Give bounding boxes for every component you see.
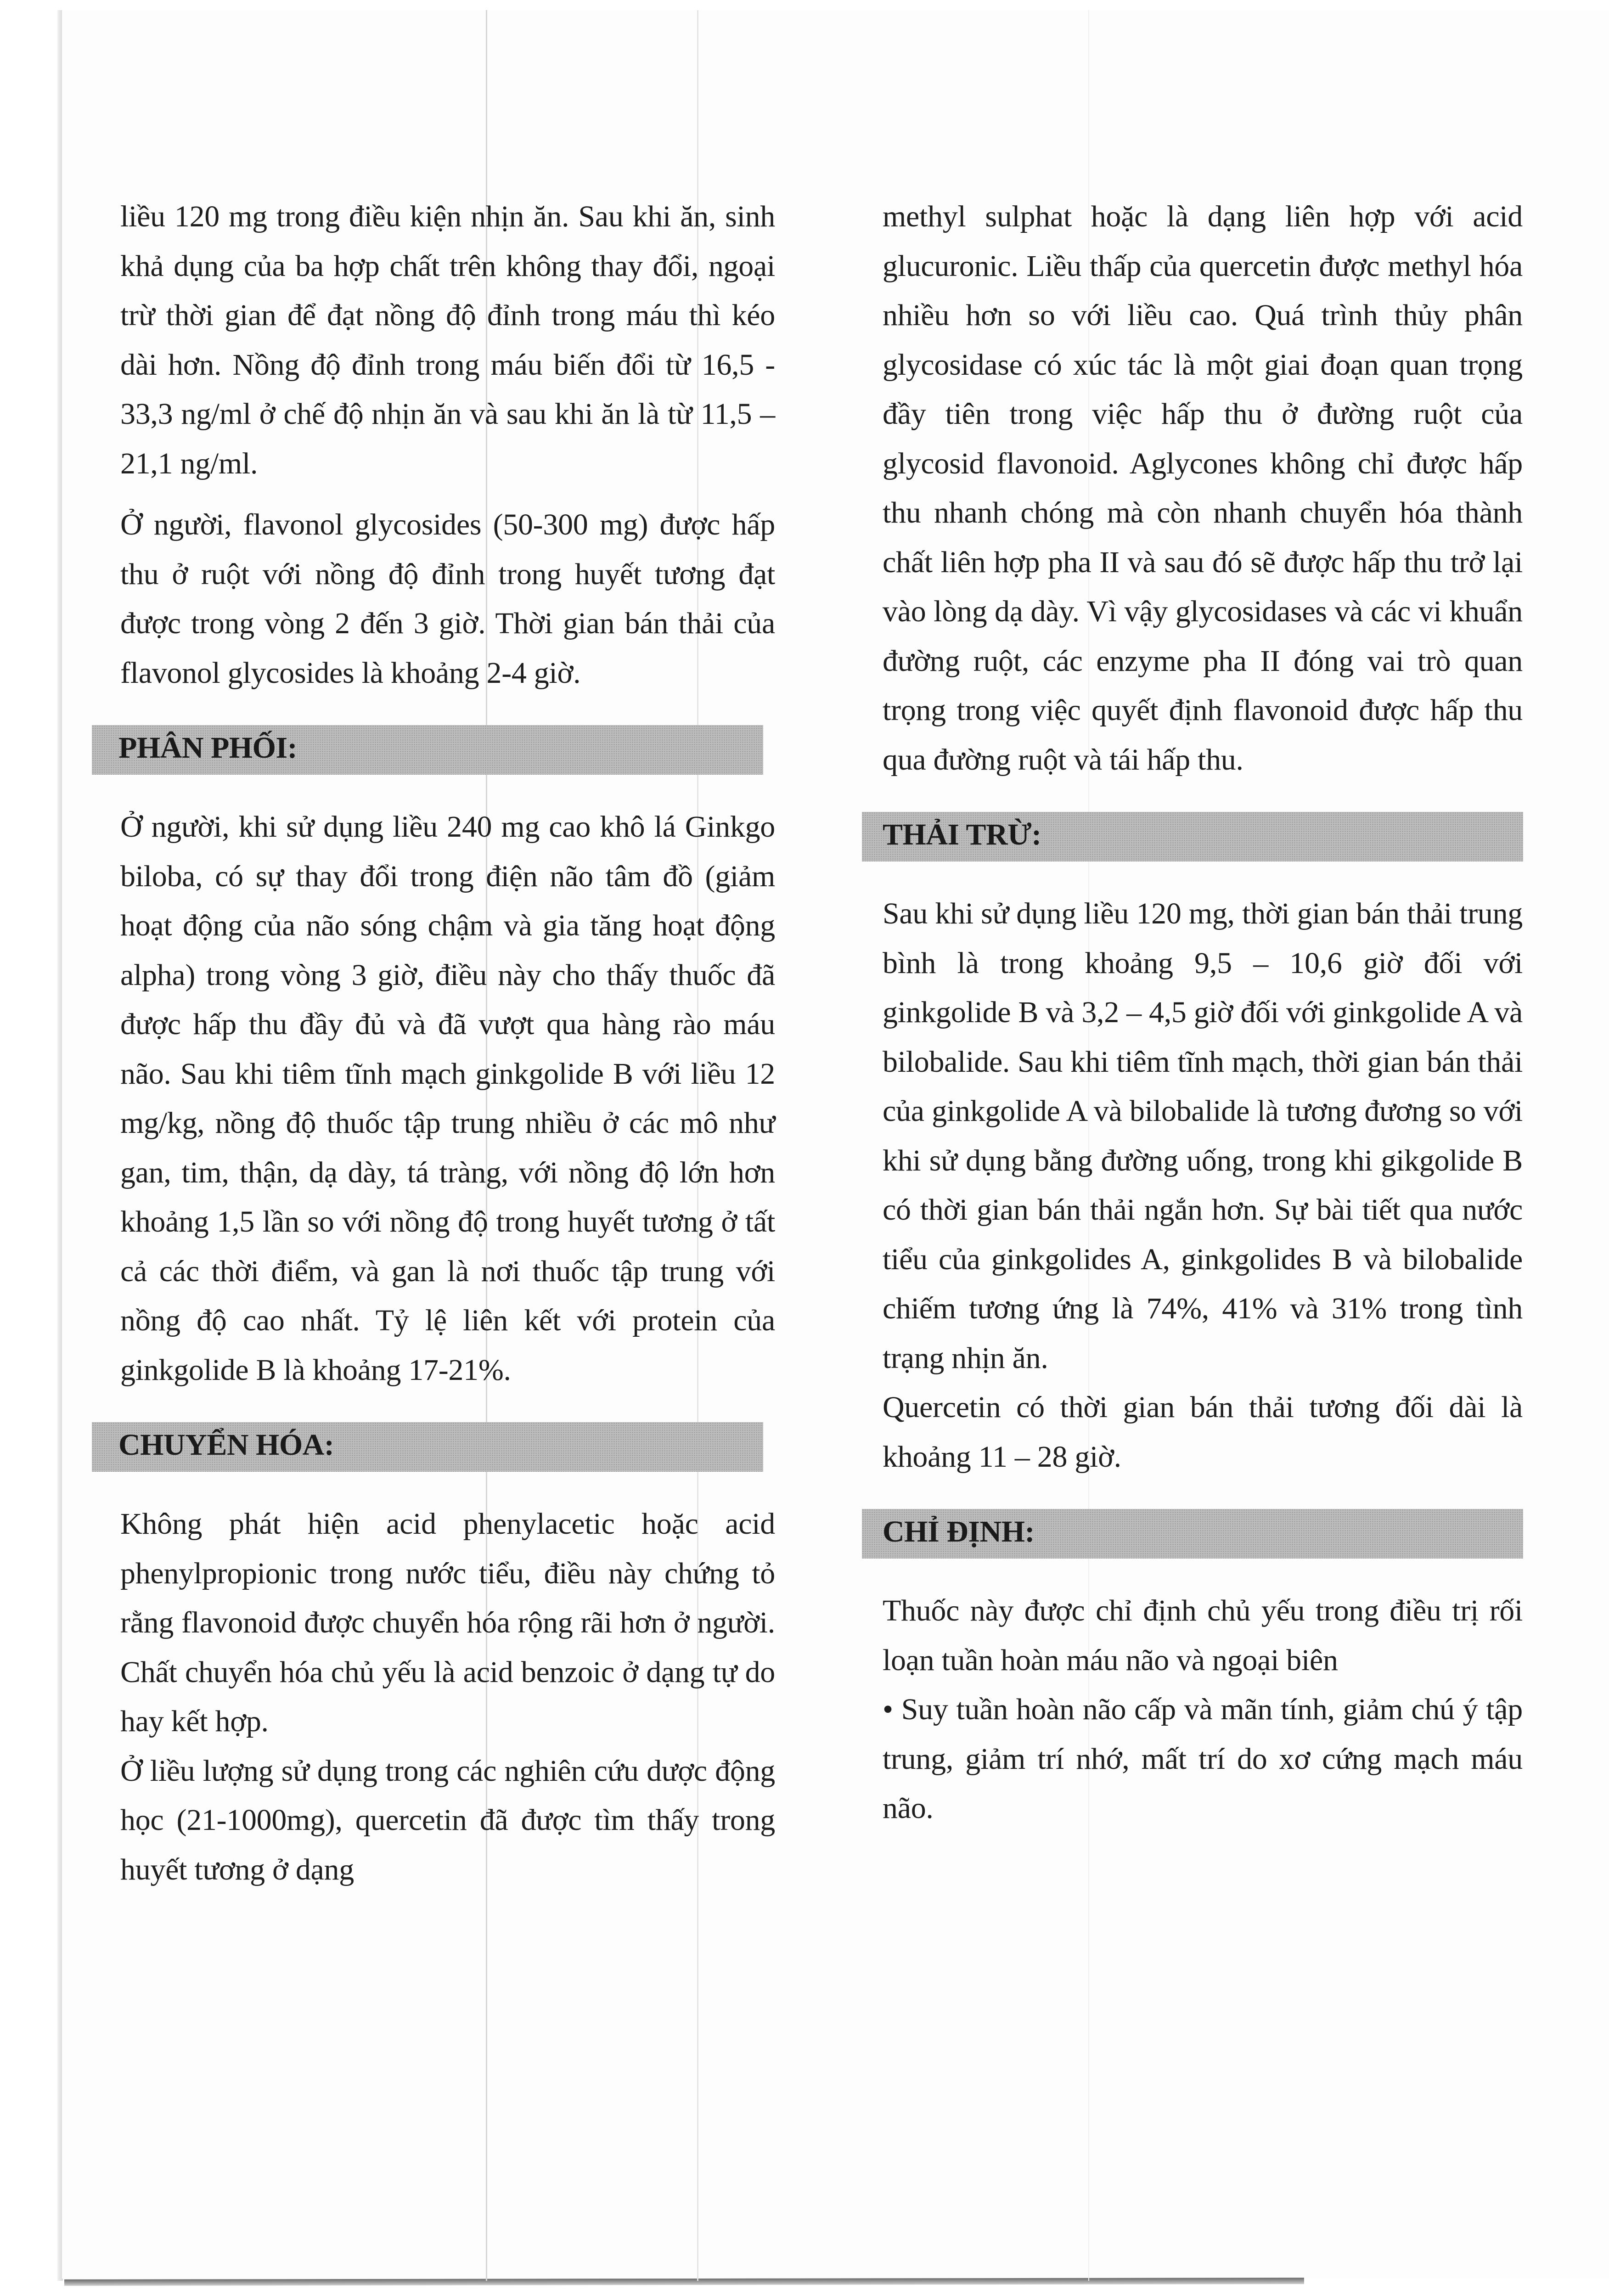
section-header-distribution [92,725,763,775]
paragraph-quercetin-half-life: Quercetin có thời gian bán thải tương đối dài là khoảng 11 – 28 giờ. [883,1390,1523,1474]
bullet-text: Suy tuần hoàn não cấp và mãn tính, giảm chú ý tập trung, giảm trí nhớ, mất trí do xơ cứng mạch máu não. [883,1693,1523,1825]
paragraph-distribution: Ở người, khi sử dụng liều 240 mg cao khô lá Ginkgo biloba, có sự thay đổi trong điện não tâm đồ (giảm hoạt động của não sóng chậm và gia tăng hoạt động alpha) trong vòng 3 giờ, điều này cho thấy thuốc đã được hấp thu đầy đủ và đã vượt qua hàng rào máu não. Sau khi tiêm tĩnh mạch ginkgolide B với liều 12 mg/kg, nồng độ thuốc tập trung nhiều ở các mô như gan, tim, thận, dạ dày, tá tràng, với nồng độ lớn hơn khoảng 1,5 lần so với nồng độ trong huyết tương ở tất cả các thời điểm, và gan là nơi thuốc tập trung với nồng độ cao nhất. Tỷ lệ liên kết với protein của ginkgolide B là khoảng 17-21%. [120,810,775,1387]
paragraph-flavonol-absorption: Ở người, flavonol glycosides (50-300 mg) được hấp thu ở ruột với nồng độ đỉnh trong huyết tương đạt được trong vòng 2 đến 3 giờ. Thời gian bán thải của flavonol glycosides là khoảng 2-4 giờ. [120,508,775,690]
paragraph-quercetin-conjugates: methyl sulphat hoặc là dạng liên hợp với acid glucuronic. Liều thấp của quercetin được methyl hóa nhiều hơn so với liều cao. Quá trình thủy phân glycosidase có xúc tác là một giai đoạn quan trọng đầy tiên trong việc hấp thu ở đường ruột của glycosid flavonoid. Aglycones không chỉ được hấp thu nhanh chóng mà còn nhanh chuyển hóa thành chất liên hợp pha II và sau đó sẽ được hấp thu trở lại vào lòng dạ dày. Vì vậy glycosidases và các vi khuẩn đường ruột, các enzyme pha II đóng vai trò quan trọng trong việc quyết định flavonoid được hấp thu qua đường ruột và tái hấp thu. [883,200,1523,777]
bullet-icon: • [883,1693,893,1726]
section-title: CHUYỂN HÓA: [118,1428,334,1462]
paragraph-metabolism: Không phát hiện acid phenylacetic hoặc acid phenylpropionic trong nước tiểu, điều này chứng tỏ rằng flavonoid được chuyển hóa rộng rãi hơn ở người. Chất chuyển hóa chủ yếu là acid benzoic ở dạng tự do hay kết hợp. [120,1507,775,1738]
section-header-elimination [862,812,1523,861]
paragraph-fasting-bioavailability: liều 120 mg trong điều kiện nhịn ăn. Sau khi ăn, sinh khả dụng của ba hợp chất trên không thay đổi, ngoại trừ thời gian để đạt nồng độ đỉnh trong máu thì kéo dài hơn. Nồng độ đỉnh trong máu biến đổi từ 16,5 - 33,3 ng/ml ở chế độ nhịn ăn và sau khi ăn là từ 11,5 – 21,1 ng/ml. [120,200,775,480]
paragraph-elimination: Sau khi sử dụng liều 120 mg, thời gian bán thải trung bình là trong khoảng 9,5 – 10,6 giờ đối với ginkgolide B và 3,2 – 4,5 giờ đối với ginkgolide A và bilobalide. Sau khi tiêm tĩnh mạch, thời gian bán thải của ginkgolide A và bilobalide là tương đương so với khi sử dụng bằng đường uống, trong khi gikgolide B có thời gian bán thải ngắn hơn. Sự bài tiết qua nước tiểu của ginkgolides A, ginkgolides B và bilobalide chiếm tương ứng là 74%, 41% và 31% trong tình trạng nhịn ăn. [883,897,1523,1375]
section-title: THẢI TRỪ: [883,818,1041,851]
right-column [883,192,1523,1833]
section-title: PHÂN PHỐI: [118,731,298,765]
left-column [120,192,775,1894]
section-header-indications [862,1509,1523,1559]
section-title: CHỈ ĐỊNH: [883,1515,1035,1548]
section-header-metabolism [92,1422,763,1472]
paragraph-quercetin-dose: Ở liều lượng sử dụng trong các nghiên cứu dược động học (21-1000mg), quercetin đã được tìm thấy trong huyết tương ở dạng [120,1754,775,1886]
bullet-item-indication [883,1685,1523,1833]
page-shadow-bottom [64,2278,1304,2286]
paragraph-indications: Thuốc này được chỉ định chủ yếu trong điều trị rối loạn tuần hoàn máu não và ngoại biên [883,1594,1523,1677]
